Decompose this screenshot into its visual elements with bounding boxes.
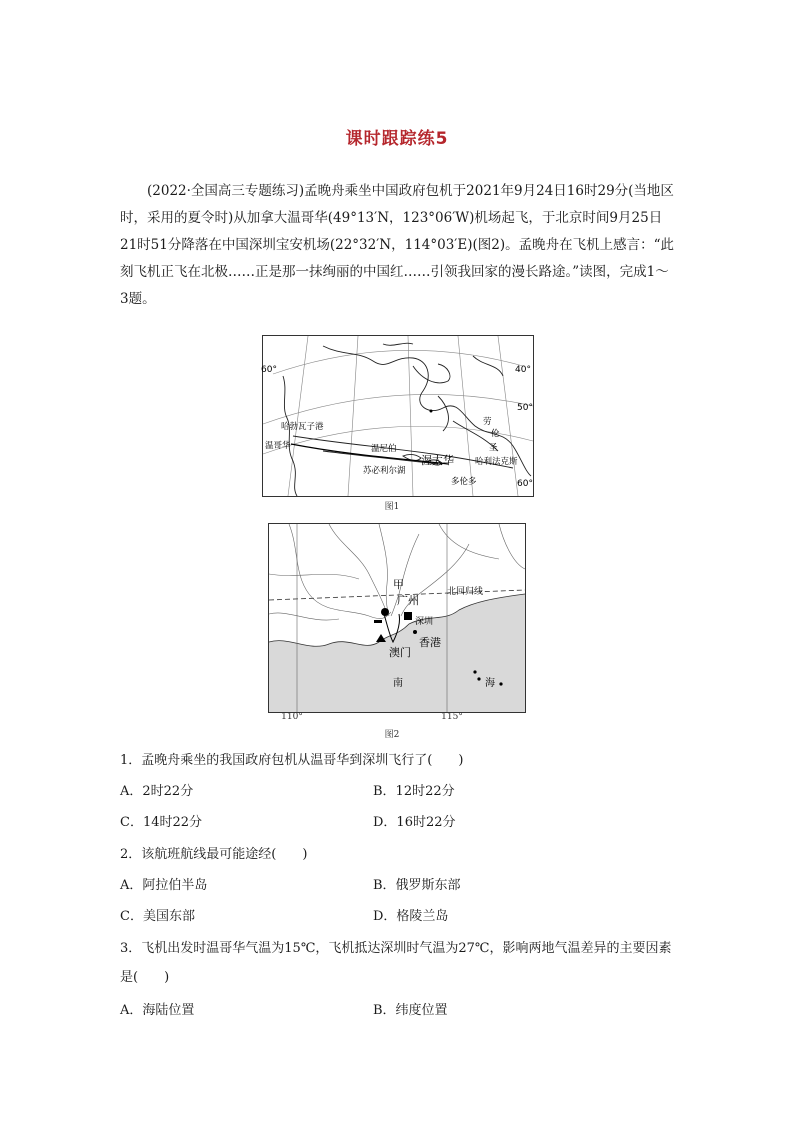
q2-option-c[interactable]: C．美国东部 [120, 909, 195, 924]
figure-1-caption: 图1 [384, 502, 400, 512]
question-2-stem: 2．该航班航线最可能途经( ) [120, 847, 308, 862]
lat-50: 50° [517, 403, 533, 413]
label-hai: 海 [485, 678, 495, 689]
figure-1-map [262, 335, 534, 497]
label-newfound: 伦 [491, 429, 500, 439]
label-nan: 南 [393, 678, 403, 689]
label-guangzhou: 广州 [397, 594, 419, 607]
q3-option-a[interactable]: A．海陆位置 [120, 1003, 195, 1018]
q2-option-d[interactable]: D．格陵兰岛 [373, 909, 449, 924]
q1-option-d[interactable]: D．16时22分 [373, 815, 456, 830]
q2-option-a[interactable]: A．阿拉伯半岛 [120, 878, 208, 893]
label-vancouver: 温哥华 [265, 441, 291, 451]
dash-marker [374, 620, 382, 623]
lon-115: 115° [441, 712, 463, 722]
question-3-stem: 3．飞机出发时温哥华气温为15℃，飞机抵达深圳时气温为27℃，影响两地气温差异的主要因素是( ) [120, 941, 672, 985]
q3-option-b[interactable]: B．纬度位置 [373, 1003, 448, 1018]
label-haida: 哈勃瓦子港 [281, 422, 324, 432]
canada-map [263, 336, 533, 496]
lat-60-west: 60° [261, 365, 277, 375]
lat-40: 40° [515, 365, 531, 375]
label-superior: 苏必利尔湖 [363, 466, 406, 476]
label-hongkong: 香港 [419, 636, 441, 649]
label-toronto: 多伦多 [451, 477, 477, 487]
label-labrador: 劳 [483, 417, 492, 427]
q1-option-b[interactable]: B．12时22分 [373, 784, 455, 799]
label-jia: 甲 [393, 578, 404, 591]
lat-60-east: 60° [517, 479, 533, 489]
label-winnipeg: 温尼伯 [371, 444, 397, 454]
guangdong-map [269, 524, 525, 712]
label-stj: 圣 [489, 443, 498, 453]
question-1-stem: 1．孟晚舟乘坐的我国政府包机从温哥华到深圳飞行了( ) [120, 753, 464, 768]
label-ottawa: 渥太华 [421, 454, 454, 467]
guangzhou-marker [381, 608, 389, 616]
q1-option-a[interactable]: A．2时22分 [120, 784, 194, 799]
figure-2-caption: 图2 [384, 730, 400, 740]
lon-110: 110° [281, 712, 303, 722]
jia-square-marker [404, 612, 412, 620]
intro-paragraph: (2022·全国高三专题练习)孟晚舟乘坐中国政府包机于2021年9月24日16时29分(当地区时，采用的夏令时)从加拿大温哥华(49°13′N，123°06′W)机场起飞，于北京时间9月25日21时51分降落在中国深圳宝安机场(22°32′N，114°03′E)(图2)。孟晚舟在飞机上感言：“此刻飞机正飞在北极……正是那一抹绚丽的中国红……引领我回家的漫长路途。”读图，完成1～3题。 [120, 183, 675, 307]
q1-option-c[interactable]: C．14时22分 [120, 815, 203, 830]
label-halifax: 哈利法克斯 [475, 457, 518, 467]
figure-2-map [268, 523, 526, 713]
q2-option-b[interactable]: B．俄罗斯东部 [373, 878, 461, 893]
label-macau: 澳门 [389, 646, 411, 659]
page-title: 课时跟踪练5 [345, 129, 449, 149]
triangle-marker [376, 634, 386, 642]
label-tropic: 北回归线 [447, 587, 484, 597]
label-shenzhen: 深圳 [415, 617, 434, 627]
